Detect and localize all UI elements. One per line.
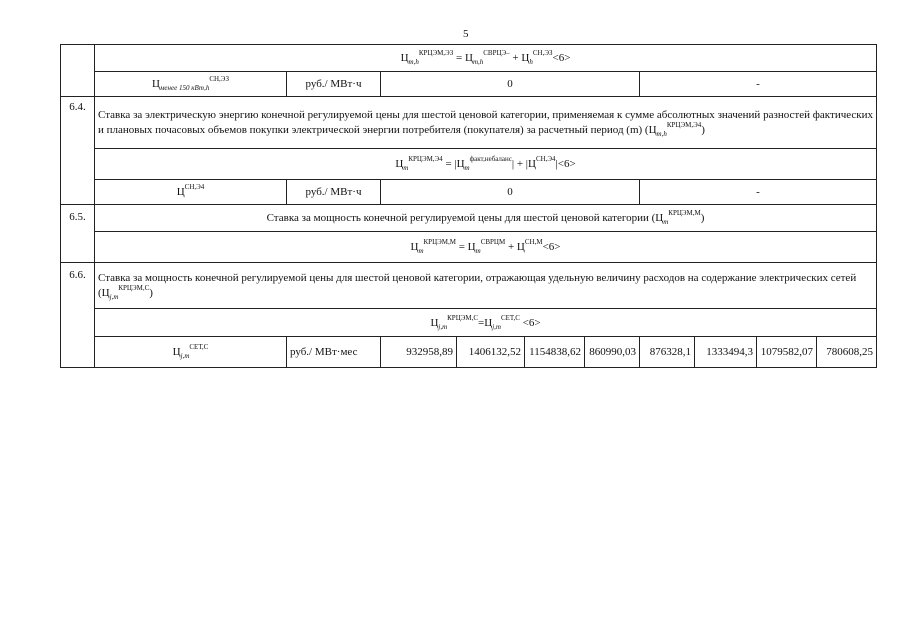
- page-number: 5: [463, 28, 469, 40]
- row-number: 6.4.: [61, 97, 95, 205]
- indicator-name-cell: $Ц_{менее 150 кВт,h}^{СН,ЭЗ}$: [95, 72, 287, 97]
- formula-krcem-e3: $Ц_{m,h}^{КРЦЭМ,ЭЗ} = Ц_{m,h}^{СВРЦЭ-} + Ц_h^{СН,ЭЗ}<6>$: [400, 49, 571, 66]
- indicator-name-cell: $Ц^{СН,Э4}$: [95, 180, 287, 205]
- formula-krcem-c: $Ц_{j,m}^{КРЦЭМ,С}=Ц_{j,m}^{СЕТ,С} <6>$: [430, 313, 541, 331]
- value-cell: 1333494,3: [695, 337, 757, 368]
- value-cell: 876328,1: [640, 337, 695, 368]
- table-row: [61, 180, 877, 205]
- table-row: [61, 309, 877, 337]
- formula-krcem-m: $Ц_m^{КРЦЭМ,М} = Ц_m^{СВРЦМ} + Ц^{СН,М}<6>$: [410, 238, 561, 255]
- table-row: [61, 263, 877, 309]
- value-cell: 780608,25: [817, 337, 877, 368]
- formula-cell: [95, 45, 877, 72]
- unit-cell: руб./ МВт·мес: [287, 337, 381, 368]
- description-cell: Ставка за мощность конечной регулируемой цены для шестой ценовой категории $(Ц_m^{КРЦЭМ,М})$: [95, 205, 877, 232]
- row-number: 6.6.: [61, 263, 95, 368]
- table-row: [61, 149, 877, 180]
- table-row: [61, 72, 877, 97]
- value-cell: 1406132,52: [457, 337, 525, 368]
- value-cell: 0: [381, 180, 640, 205]
- row-number: 6.5.: [61, 205, 95, 263]
- formula-cell: [95, 149, 877, 180]
- value-cell: 1154838,62: [525, 337, 585, 368]
- table-row: [61, 97, 877, 149]
- table-row: [61, 45, 877, 72]
- formula-cell: [95, 309, 877, 337]
- dash-cell: -: [640, 180, 877, 205]
- table-row: [61, 337, 877, 368]
- table-row: [61, 205, 877, 232]
- row-number-cell-empty: [61, 45, 95, 97]
- description-cell: Ставка за мощность конечной регулируемой цены для шестой ценовой категории, отражающая удельную величину расходов на содержание электрических сетей $(Ц_{j,m}^{КРЦЭМ,С})$: [95, 263, 877, 309]
- formula-cell: [95, 232, 877, 263]
- description-cell: Ставка за электрическую энергию конечной регулируемой цены для шестой ценовой категории, применяемая к сумме абсолютных значений разностей фактических и плановых почасовых объемов покупки электрической энергии потребителя (покупателя) за расчетный период (m) $(Ц_{m,h}^{КРЦЭМ,Э4})$: [95, 97, 877, 149]
- formula-krcem-e4: $Ц_m^{КРЦЭМ,Э4} = |Ц_m^{факт,небаланс}| + |Ц^{СН,Э4}|<6>$: [395, 155, 576, 172]
- value-cell: 1079582,07: [757, 337, 817, 368]
- value-cell: 0: [381, 72, 640, 97]
- tariff-table: [60, 44, 877, 368]
- value-cell: 932958,89: [381, 337, 457, 368]
- unit-cell: руб./ МВт·ч: [287, 72, 381, 97]
- dash-cell: -: [640, 72, 877, 97]
- unit-cell: руб./ МВт·ч: [287, 180, 381, 205]
- value-cell: 860990,03: [585, 337, 640, 368]
- table-row: [61, 232, 877, 263]
- indicator-name-cell: $Ц_{j,m}^{СЕТ,С}$: [95, 337, 287, 368]
